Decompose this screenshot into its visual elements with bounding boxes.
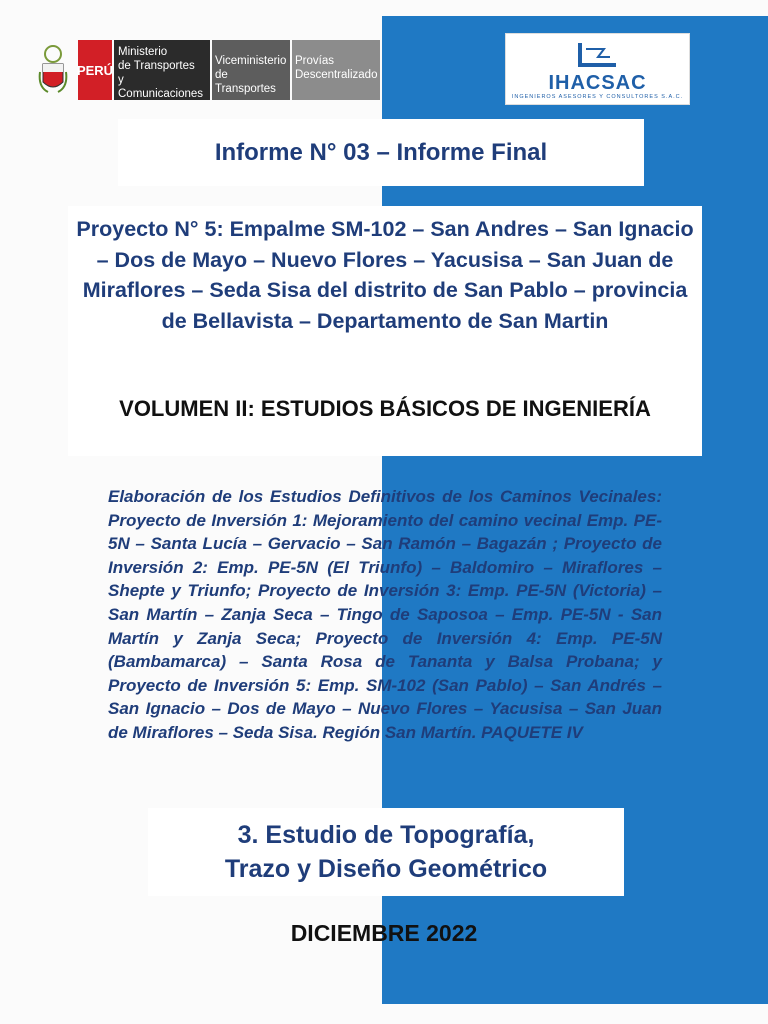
viceministerio-label: Viceministerio de Transportes (212, 40, 290, 100)
consultant-tagline: INGENIEROS ASESORES Y CONSULTORES S.A.C. (511, 94, 684, 100)
project-panel (68, 206, 702, 456)
peru-coat-of-arms-icon (38, 42, 68, 98)
study-title: 3. Estudio de Topografía, Trazo y Diseño Geométrico (224, 821, 548, 883)
report-title-panel (118, 119, 644, 186)
peru-brand: PERÚ (78, 40, 112, 100)
project-title: Proyecto N° 5: Empalme SM-102 – San Andres – San Ignacio – Dos de Mayo – Nuevo Flores – Yacusisa – San Juan de Miraflores – Seda Sisa del distrito de San Pablo – provincia de Bellavista – Departamento de San Martin (76, 217, 694, 333)
provias-label: Provías Descentralizado (292, 40, 380, 100)
study-panel (148, 808, 624, 896)
consultant-name: IHACSAC (548, 72, 647, 94)
ihacsac-logo-icon (576, 41, 620, 69)
consultant-logo (505, 33, 690, 105)
volume-title: VOLUMEN II: ESTUDIOS BÁSICOS DE INGENIERÍA (119, 396, 651, 421)
report-date: DICIEMBRE 2022 (290, 920, 478, 946)
ministerio-label: Ministerio de Transportes y Comunicaciones (114, 40, 210, 100)
government-header (34, 38, 384, 102)
elaboration-text: Elaboración de los Estudios Definitivos de los Caminos Vecinales: Proyecto de Inversión 1: Mejoramiento del camino vecinal Emp. PE-5N – Santa Lucía – Gervacio – San Ramón – Bagazán ; Proyecto de Inversión 2: Emp. PE-5N (El Triunfo) – Baldomiro – Miraflores – Shepte y Triunfo; Proyecto de Inversión 3: Emp. PE-5N (Victoria) – San Martín – Zanja Seca – Tingo de Saposoa – Emp. PE-5N - San Martín y Zanja Seca; Proyecto de Inversión 4: Emp. PE-5N (Bambamarca) – Santa Rosa de Tananta y Balsa Probana; y Proyecto de Inversión 5: Emp. SM-102 (San Pablo) – San Andrés – San Ignacio – Dos de Mayo – Nuevo Flores – Yacusisa – San Juan de Miraflores – Seda Sisa. Región San Martín. PAQUETE IV (108, 487, 662, 742)
report-title: Informe N° 03 – Informe Final (214, 139, 548, 166)
